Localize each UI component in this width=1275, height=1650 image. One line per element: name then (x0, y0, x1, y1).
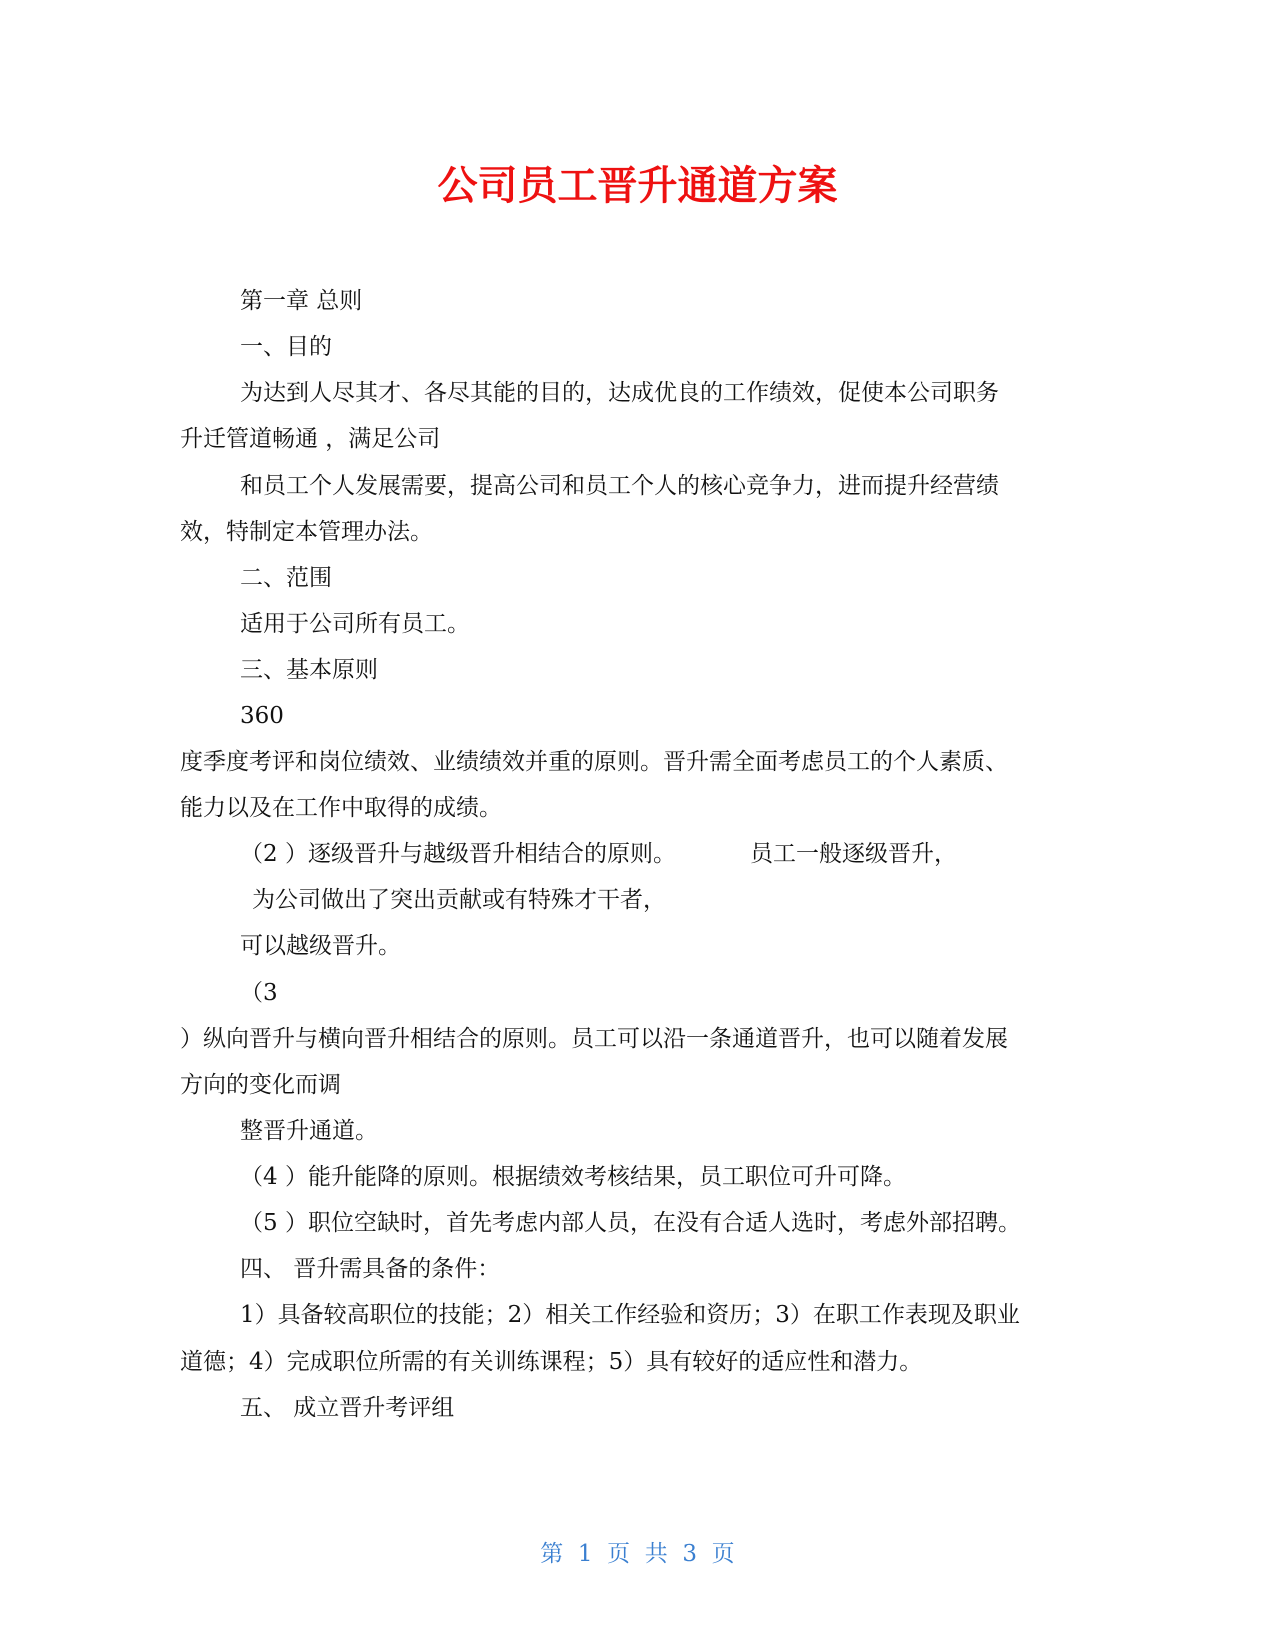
section-heading-scope: 二、范围 (240, 565, 332, 591)
paragraph-line: （2 ）逐级晋升与越级晋升相结合的原则。 (240, 841, 676, 867)
paragraph-line: 升迁管道畅通 ，满足公司 (180, 426, 441, 452)
paragraph-line: （3 (240, 980, 278, 1006)
section-heading-committee: 五、 成立晋升考评组 (240, 1395, 455, 1421)
paragraph-line: 效，特制定本管理办法。 (180, 519, 433, 545)
paragraph-line: 1）具备较高职位的技能；2）相关工作经验和资历；3）在职工作表现及职业 (240, 1302, 1020, 1328)
chapter-heading: 第一章 总则 (240, 288, 363, 314)
paragraph-line: 360 (240, 703, 284, 729)
paragraph-line: 方向的变化而调 (180, 1072, 341, 1098)
paragraph-line: （4 ）能升能降的原则。根据绩效考核结果，员工职位可升可降。 (240, 1164, 906, 1190)
document-title: 公司员工晋升通道方案 (437, 163, 838, 209)
section-heading-conditions: 四、 晋升需具备的条件： (240, 1256, 501, 1282)
section-heading-principles: 三、基本原则 (240, 657, 378, 683)
section-heading-purpose: 一、目的 (240, 334, 332, 360)
paragraph-line: 道德；4）完成职位所需的有关训练课程；5）具有较好的适应性和潜力。 (180, 1349, 923, 1375)
paragraph-line: 度季度考评和岗位绩效、业绩绩效并重的原则。晋升需全面考虑员工的个人素质、 (180, 749, 1008, 775)
paragraph-line: 适用于公司所有员工。 (240, 611, 470, 637)
paragraph-line: （5 ）职位空缺时，首先考虑内部人员，在没有合适人选时，考虑外部招聘。 (240, 1210, 1021, 1236)
paragraph-line: 员工一般逐级晋升， (750, 841, 957, 867)
paragraph-line: 可以越级晋升。 (240, 933, 401, 959)
paragraph-line: 为公司做出了突出贡献或有特殊才干者， (252, 887, 666, 913)
paragraph-line: 整晋升通道。 (240, 1118, 378, 1144)
paragraph-line: 和员工个人发展需要，提高公司和员工个人的核心竞争力，进而提升经营绩 (240, 473, 999, 499)
paragraph-line: ）纵向晋升与横向晋升相结合的原则。员工可以沿一条通道晋升，也可以随着发展 (180, 1026, 1008, 1052)
paragraph-line: 能力以及在工作中取得的成绩。 (180, 795, 502, 821)
paragraph-line: 为达到人尽其才、各尽其能的目的，达成优良的工作绩效，促使本公司职务 (240, 380, 999, 406)
page-number-footer: 第 1 页 共 3 页 (540, 1541, 735, 1567)
